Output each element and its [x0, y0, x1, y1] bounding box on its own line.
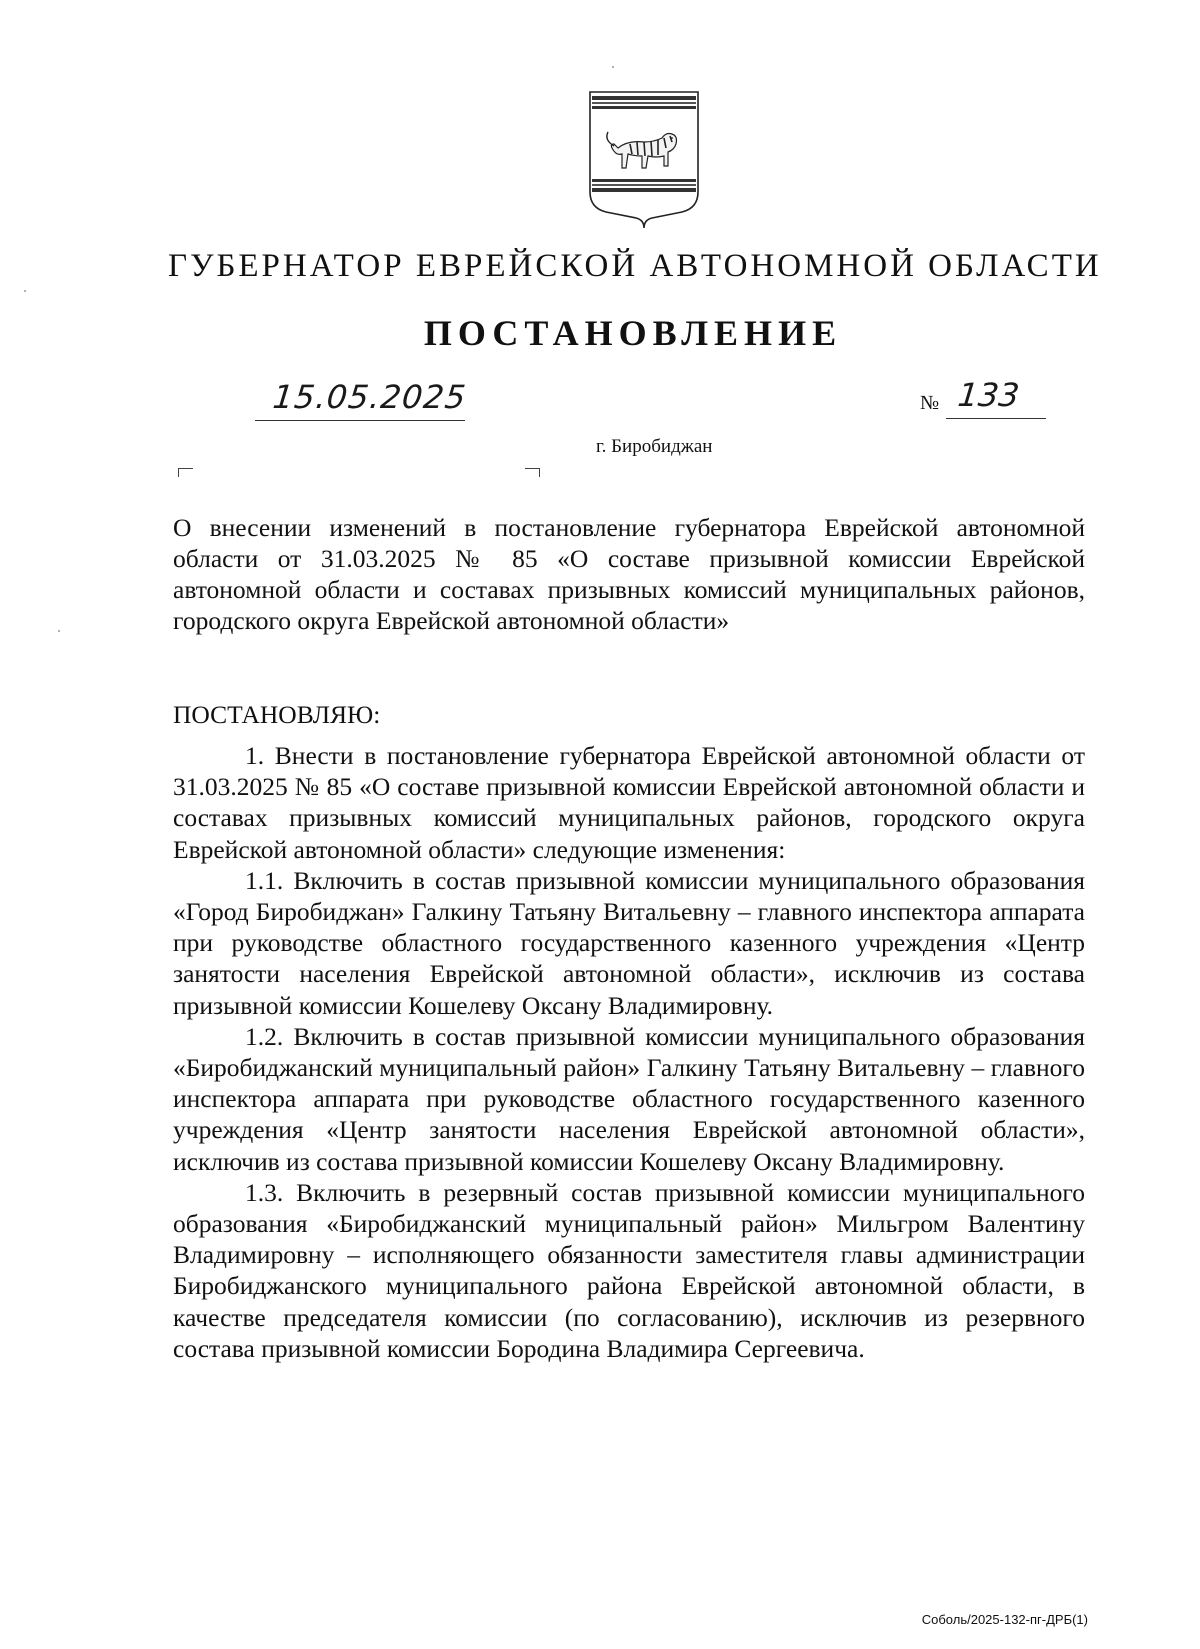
scan-speck [612, 66, 614, 68]
scan-speck [58, 630, 60, 632]
handwritten-date: 15.05.2025 [271, 378, 469, 416]
number-sign: № [920, 392, 940, 414]
document-type: ПОСТАНОВЛЕНИЕ [423, 313, 843, 353]
handwritten-number: 133 [956, 376, 1022, 414]
document-subject: О внесении изменений в постановление губернатора Еврейской автономной области от 31.03.2025 № 85 «О составе призывной комиссии Еврейской автономной области и составах призывных комиссий муниципальных районов, городского округа Еврейской автономной области» [173, 513, 1085, 635]
footer-document-code: Соболь/2025-132-пг-ДРБ(1) [921, 1612, 1088, 1627]
paragraph-1: 1. Внести в постановление губернатора Еврейской автономной области от 31.03.2025 № 85 «О составе призывной комиссии Еврейской автономной области и составах призывных комиссий муниципальных районов, городского округа Еврейской автономной области» следующие изменения: [173, 741, 1085, 864]
scan-speck [24, 290, 26, 292]
paragraph-1-3: 1.3. Включить в резервный состав призывной комиссии муниципального образования «Биробиджанский муниципальный район» Мильгром Валентину Владимировну – исполняющего обязанности заместителя главы администрации Биробиджанского муниципального района Еврейской автономной области, в качестве председателя комиссии (по согласованию), исключив из резервного состава призывной комиссии Бородина Владимира Сергеевича. [173, 1177, 1085, 1363]
corner-mark-left [178, 468, 193, 477]
city-name: г. Биробиджан [596, 436, 713, 457]
number-field [946, 376, 1046, 419]
paragraph-1-1: 1.1. Включить в состав призывной комиссии муниципального образования «Город Биробиджан» Галкину Татьяну Витальевну – главного инспектора аппарата при руководстве областного государственного казенного учреждения «Центр занятости населения Еврейской автономной области», исключив из состава призывной комиссии Кошелеву Оксану Владимировну. [173, 865, 1085, 1020]
body-text [173, 740, 1085, 1364]
coat-of-arms-tiger-icon [584, 88, 704, 230]
date-field [255, 378, 469, 421]
corner-mark-right [525, 468, 540, 477]
paragraph-1-2: 1.2. Включить в состав призывной комиссии муниципального образования «Биробиджанский муниципальный район» Галкину Татьяну Витальевну – главного инспектора аппарата при руководстве областного государственного казенного учреждения «Центр занятости населения Еврейской автономной области», исключив из состава призывной комиссии Кошелеву Оксану Владимировну. [173, 1021, 1085, 1176]
resolve-heading: ПОСТАНОВЛЯЮ: [173, 700, 381, 729]
issuer-title: ГУБЕРНАТОР ЕВРЕЙСКОЙ АВТОНОМНОЙ ОБЛАСТИ [168, 248, 1102, 284]
